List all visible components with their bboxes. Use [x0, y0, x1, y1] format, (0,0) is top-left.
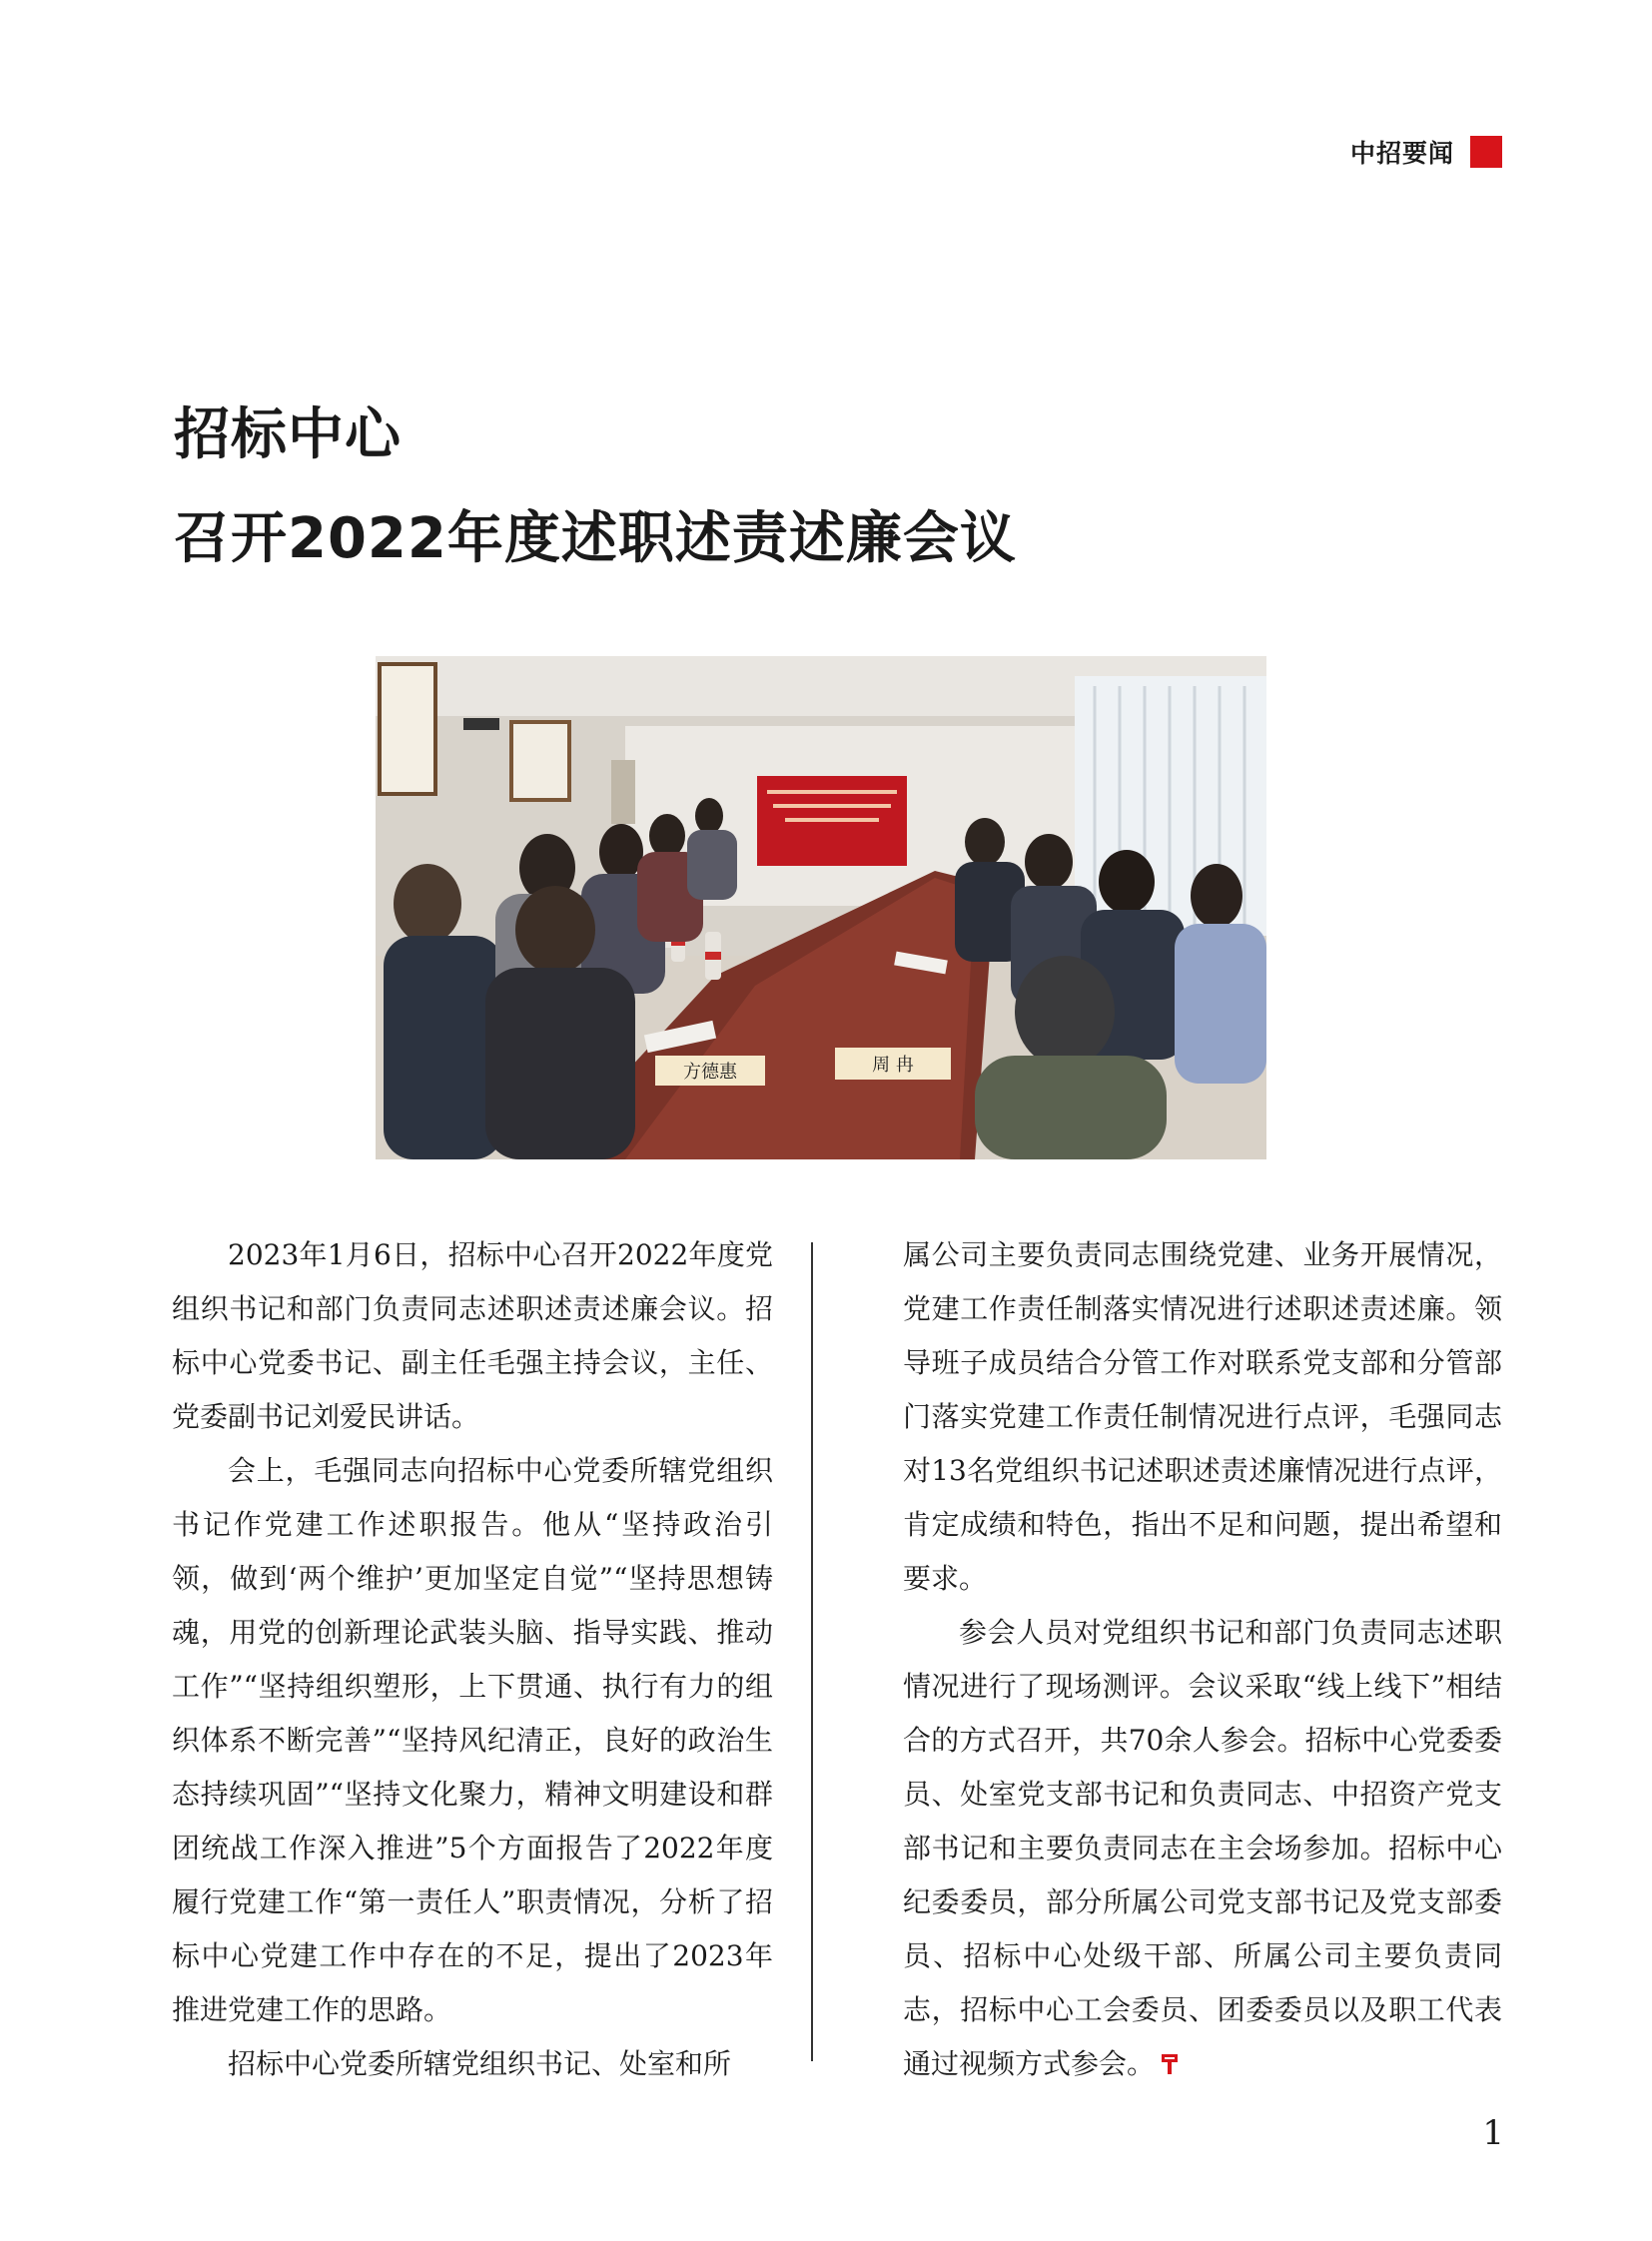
article-left-column: [172, 1228, 773, 2091]
name-card-right: 周 冉: [872, 1055, 914, 1076]
paragraph-text: 参会人员对党组织书记和部门负责同志述职情况进行了现场测评。会议采取“线上线下”相结合的方式召开，共70余人参会。招标中心党委委员、处室党支部书记和负责同志、中招资产党支部书记和主要负责同志在主会场参加。招标中心纪委委员，部分所属公司党支部书记及党支部委员、招标中心处级干部、所属公司主要负责同志，招标中心工会委员、团委委员以及职工代表通过视频方式参会。: [903, 1616, 1502, 2080]
title-line-2: 召开2022年度述职述责述廉会议: [174, 506, 1017, 571]
end-mark-icon: [1159, 2050, 1181, 2076]
article-right-column: [903, 1228, 1502, 2091]
meeting-photo: [376, 656, 1266, 1159]
article-title: [174, 383, 1017, 591]
section-marker: [1470, 136, 1502, 168]
name-card-left: 方德惠: [683, 1062, 737, 1083]
title-line-1: 招标中心: [174, 402, 402, 467]
column-divider: [811, 1242, 813, 2061]
page-number: 1: [1482, 2113, 1504, 2153]
paragraph: 招标中心党委所辖党组织书记、处室和所: [228, 2047, 732, 2080]
paragraph: 2023年1月6日，招标中心召开2022年度党组织书记和部门负责同志述职述责述廉会议。招标中心党委书记、副主任毛强主持会议，主任、党委副书记刘爱民讲话。: [172, 1238, 773, 1433]
section-label: 中招要闻: [1349, 139, 1454, 168]
paragraph: 会上，毛强同志向招标中心党委所辖党组织书记作党建工作述职报告。他从“坚持政治引领，做到‘两个维护’更加坚定自觉”“坚持思想铸魂，用党的创新理论武装头脑、指导实践、推动工作”“坚持组织塑形，上下贯通、执行有力的组织体系不断完善”“坚持风纪清正，良好的政治生态持续巩固”“坚持文化聚力，精神文明建设和群团统战工作深入推进”5个方面报告了2022年度履行党建工作“第一责任人”职责情况，分析了招标中心党建工作中存在的不足，提出了2023年推进党建工作的思路。: [172, 1454, 773, 2026]
paragraph-last: [903, 1606, 1502, 2091]
paragraph: 属公司主要负责同志围绕党建、业务开展情况，党建工作责任制落实情况进行述职述责述廉。领导班子成员结合分管工作对联系党支部和分管部门落实党建工作责任制情况进行点评，毛强同志对13名党组织书记述职述责述廉情况进行点评，肯定成绩和特色，指出不足和问题，提出希望和要求。: [903, 1238, 1502, 1595]
section-tag: [1350, 134, 1502, 170]
